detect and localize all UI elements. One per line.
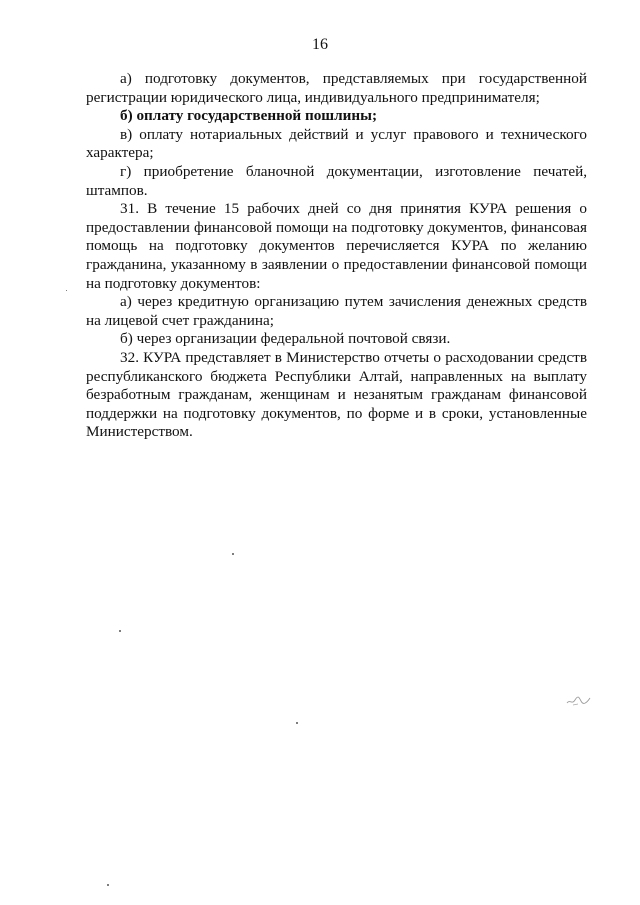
scan-speck (66, 290, 67, 291)
paragraph-31b-postal-service: б) через организации федеральной почтовой связи. (120, 330, 451, 348)
scan-speck (119, 630, 121, 632)
paragraph-b-state-duty: б) оплату государственной пошлины; (120, 107, 378, 125)
paragraph-g-forms-and-stamps: г) приобретение бланочной документации, изготовление печатей, штампов. (86, 162, 587, 199)
paragraph-31a-credit-organization: а) через кредитную организацию путем зачисления денежных средств на лицевой счет гражданина; (86, 293, 587, 329)
pencil-mark-icon (566, 693, 592, 707)
scan-speck (232, 553, 234, 555)
page-number: 16 (312, 36, 328, 53)
paragraph-31-payment-terms: 31. В течение 15 рабочих дней со дня принятия КУРА решения о предоставлении финансовой помощи на подготовку документов, финансовая помощь на подготовку документов перечисляется КУРА по желанию гражданина, указанному в заявлении о предоставлении финансовой помощи на подготовку документов: (86, 200, 587, 292)
document-body (86, 70, 587, 442)
scan-speck (107, 884, 109, 886)
paragraph-32-reporting: 32. КУРА представляет в Министерство отчеты о расходовании средств республиканского бюджета Республики Алтай, направленных на выплату безработным гражданам, женщинам и незанятым гражданам финансовой поддержки на подготовку документов, по форме и в сроки, установленные Министерством. (86, 348, 587, 441)
paragraph-v-notary-services: в) оплату нотариальных действий и услуг правового и технического характера; (86, 125, 587, 162)
scan-speck (296, 722, 298, 724)
paragraph-a-registration-docs: а) подготовку документов, представляемых при государственной регистрации юридического лица, индивидуального предпринимателя; (86, 70, 587, 106)
